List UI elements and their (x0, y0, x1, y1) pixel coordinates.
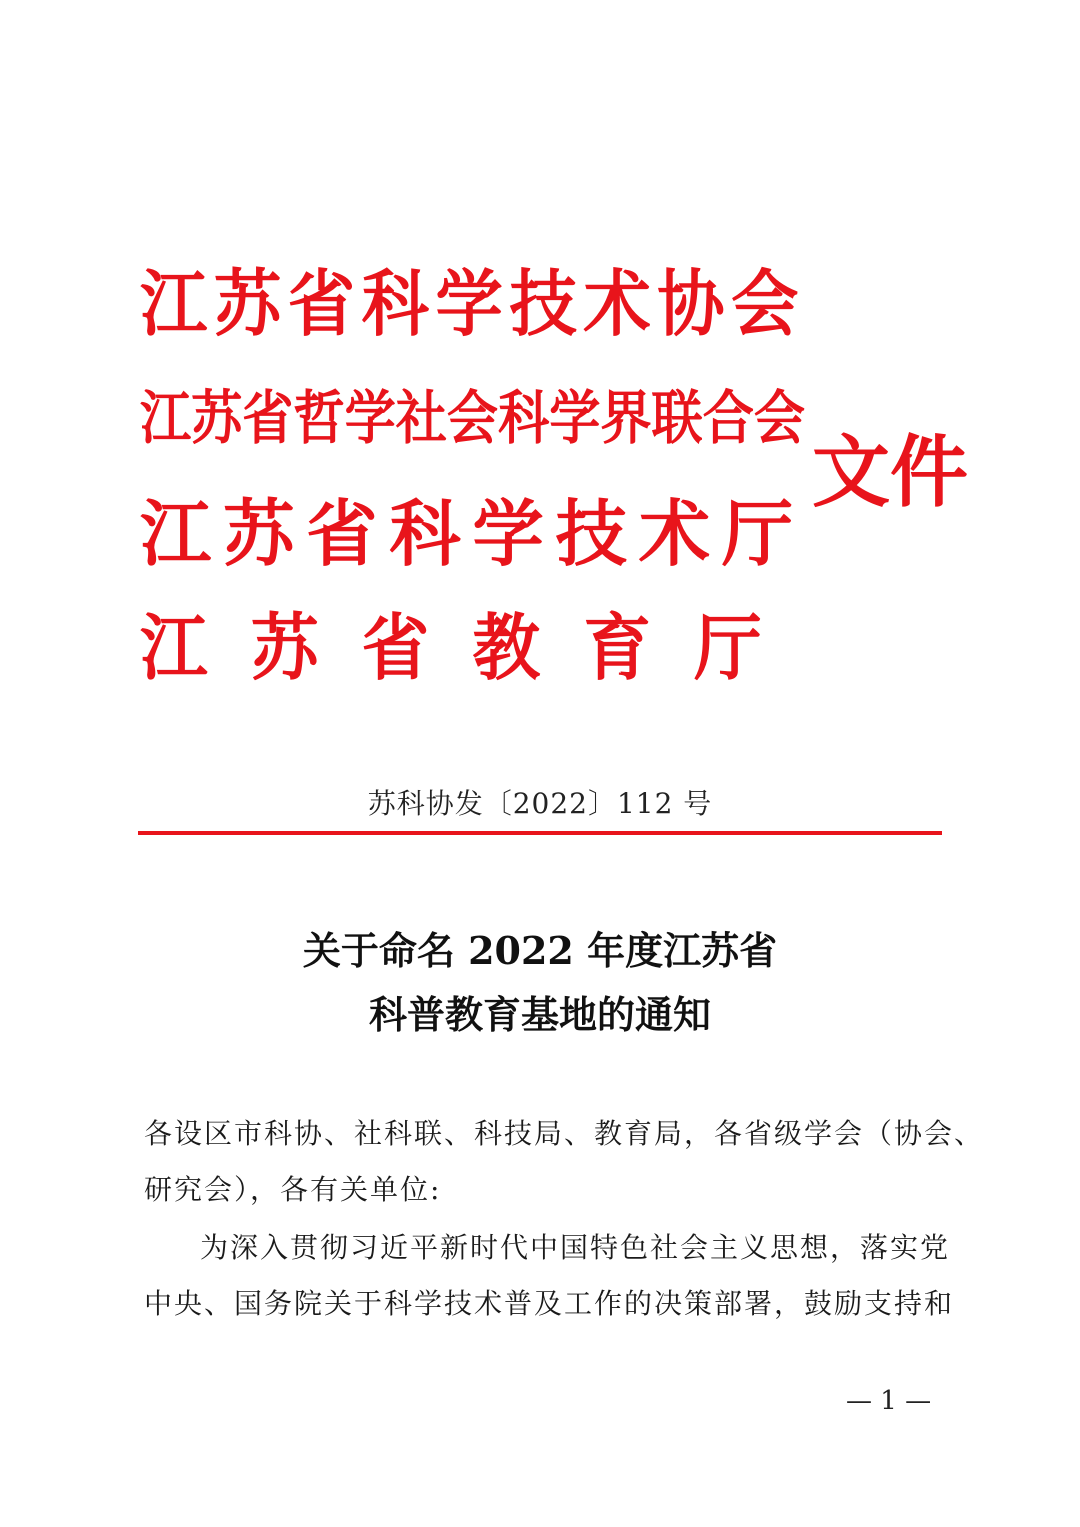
document-title-line: 科普教育基地的通知 (368, 992, 711, 1037)
issuer-name: 江苏省哲学社会科学界联合会 (140, 384, 806, 452)
red-divider (138, 831, 942, 835)
body-text-line: 各设区市科协、社科联、科技局、教育局，各省级学会（协会、 (144, 1117, 985, 1150)
body-text-line: 研究会），各有关单位: (144, 1173, 442, 1206)
issuer-name: 江苏省科学技术厅 (140, 491, 806, 576)
document-word: 文件 (812, 427, 969, 518)
document-number: 苏科协发〔2022〕112 号 (367, 787, 713, 820)
body-text-line: 中央、国务院关于科学技术普及工作的决策部署，鼓励支持和 (144, 1287, 955, 1320)
red-letterhead (140, 258, 969, 698)
page-number: — 1 — (846, 1386, 932, 1416)
issuer-name: 江苏省教育厅 (140, 605, 806, 690)
issuer-name: 江苏省科学技术协会 (140, 261, 806, 346)
document-title-line: 关于命名 2022 年度江苏省 (302, 928, 778, 973)
body-text-line: 为深入贯彻习近平新时代中国特色社会主义思想，落实党 (200, 1231, 951, 1264)
